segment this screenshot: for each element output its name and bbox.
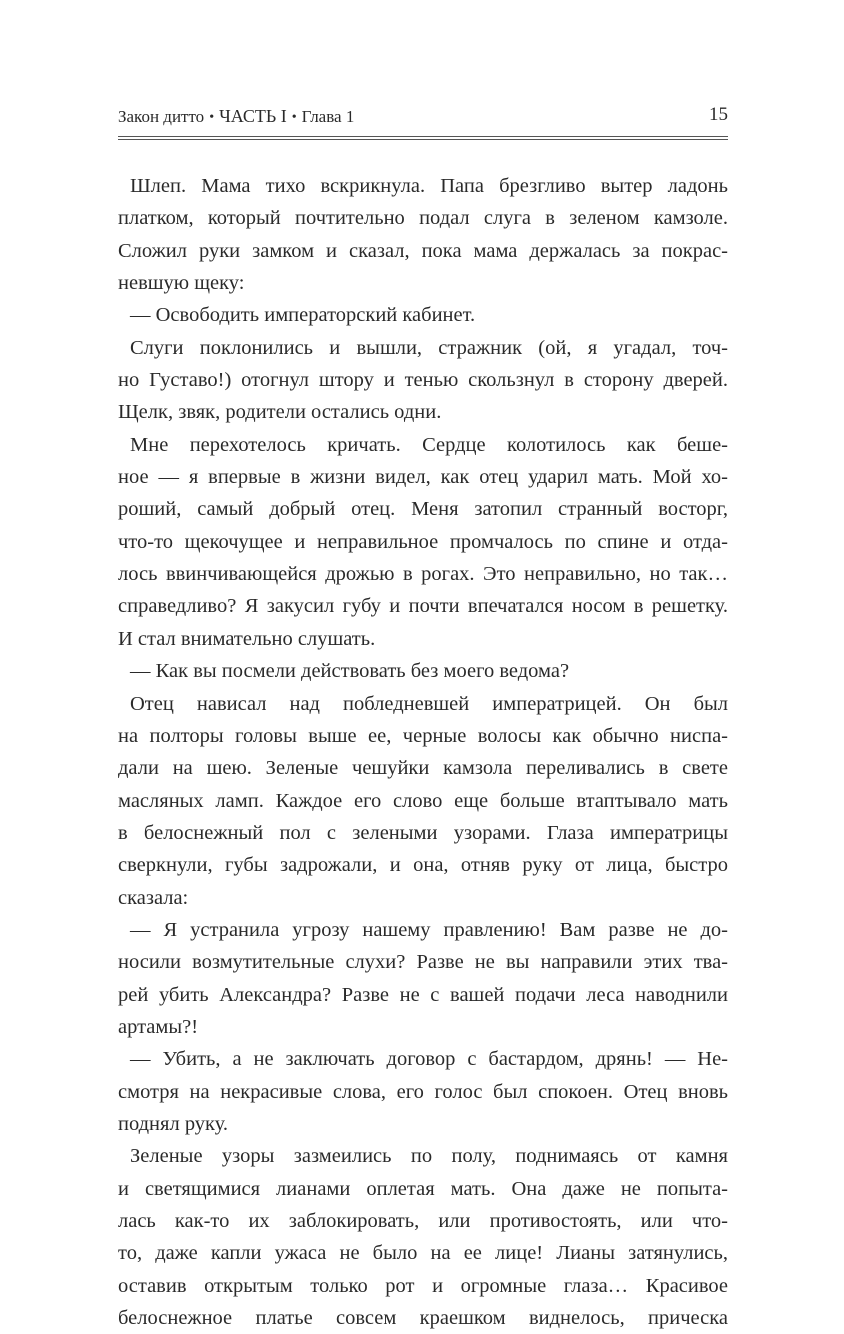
text-line: — Я устранила угрозу нашему правлению! Вам разве не до- <box>130 918 728 941</box>
part-label: ЧАСТЬ I <box>219 106 287 126</box>
text-line: носили возмутительные слухи? Разве не вы направили этих тва- <box>118 951 728 974</box>
paragraph <box>118 429 728 655</box>
text-line: смотря на некрасивые слова, его голос был спокоен. Отец вновь <box>118 1080 728 1103</box>
text-line: оставив открытым только рот и огромные глаза… Красивое <box>118 1274 728 1297</box>
paragraph <box>118 299 728 331</box>
text-line: Шлеп. Мама тихо вскрикнула. Папа брезгливо вытер ладонь <box>130 175 728 197</box>
text-line: в белоснежный пол с зелеными узорами. Глаза императрицы <box>118 821 728 844</box>
text-line: на полторы головы выше ее, черные волосы как обычно ниспа- <box>118 724 728 747</box>
text-line: — Освободить императорский кабинет. <box>130 304 476 327</box>
text-line: Сложил руки замком и сказал, пока мама держалась за покрас- <box>118 239 728 262</box>
header-rule <box>118 139 728 140</box>
text-line: невшую щеку: <box>118 272 245 295</box>
page-number: 15 <box>709 104 728 125</box>
paragraph <box>118 1043 728 1140</box>
text-line: Зеленые узоры зазмеились по полу, поднимаясь от камня <box>130 1145 728 1168</box>
paragraph <box>118 914 728 1043</box>
text-line: дали на шею. Зеленые чешуйки камзола переливались в свете <box>118 757 728 780</box>
separator-dot: • <box>291 110 297 125</box>
text-line: И стал внимательно слушать. <box>118 627 376 650</box>
paragraph <box>118 1140 728 1334</box>
text-line: но Густаво!) отогнул штору и тенью скользнул в сторону дверей. <box>118 369 728 392</box>
text-line: рей убить Александра? Разве не с вашей подачи леса наводнили <box>118 983 728 1006</box>
paragraph <box>118 655 728 687</box>
page-body <box>118 170 728 1334</box>
text-line: сверкнули, губы задрожали, и она, отняв руку от лица, быстро <box>118 854 728 877</box>
header-breadcrumb <box>118 106 354 127</box>
text-line: платком, который почтительно подал слуга в зеленом камзоле. <box>118 207 728 230</box>
running-header <box>118 104 728 132</box>
text-line: Щелк, звяк, родители остались одни. <box>118 401 442 424</box>
text-line: лось ввинчивающейся дрожью в рогах. Это неправильно, но так… <box>118 563 728 586</box>
book-title: Закон дитто <box>118 107 205 126</box>
paragraph <box>118 332 728 429</box>
text-line: Слуги поклонились и вышли, стражник (ой, я угадал, точ- <box>130 336 728 359</box>
text-line: поднял руку. <box>118 1112 229 1135</box>
text-line: справедливо? Я закусил губу и почти впечатался носом в решетку. <box>118 595 728 618</box>
text-line: — Как вы посмели действовать без моего ведома? <box>130 660 570 683</box>
text-line: лась как-то их заблокировать, или противостоять, или что- <box>118 1210 728 1232</box>
text-line: артамы?! <box>118 1015 199 1038</box>
separator-dot: • <box>209 110 215 125</box>
text-line: Отец нависал над побледневшей императрицей. Он был <box>130 692 728 715</box>
text-line: Мне перехотелось кричать. Сердце колотилось как беше- <box>130 433 728 456</box>
text-line: масляных ламп. Каждое его слово еще больше втаптывало мать <box>118 789 728 812</box>
text-line: что-то щекочущее и неправильное промчалось по спине и отда- <box>118 530 728 553</box>
header-rule <box>118 136 728 137</box>
paragraph <box>118 688 728 914</box>
text-line: ное — я впервые в жизни видел, как отец ударил мать. Мой хо- <box>118 466 728 489</box>
text-line: и светящимися лианами оплетая мать. Она даже не попыта- <box>118 1177 728 1200</box>
text-line: сказала: <box>118 886 189 909</box>
text-line: белоснежное платье совсем краешком виднелось, прическа <box>118 1307 728 1330</box>
chapter-label: Глава 1 <box>301 107 355 126</box>
paragraph <box>118 170 728 299</box>
text-line: то, даже капли ужаса не было на ее лице! Лианы затянулись, <box>118 1242 728 1265</box>
text-line: — Убить, а не заключать договор с бастардом, дрянь! — Не- <box>130 1048 728 1071</box>
text-line: роший, самый добрый отец. Меня затопил странный восторг, <box>118 498 728 521</box>
